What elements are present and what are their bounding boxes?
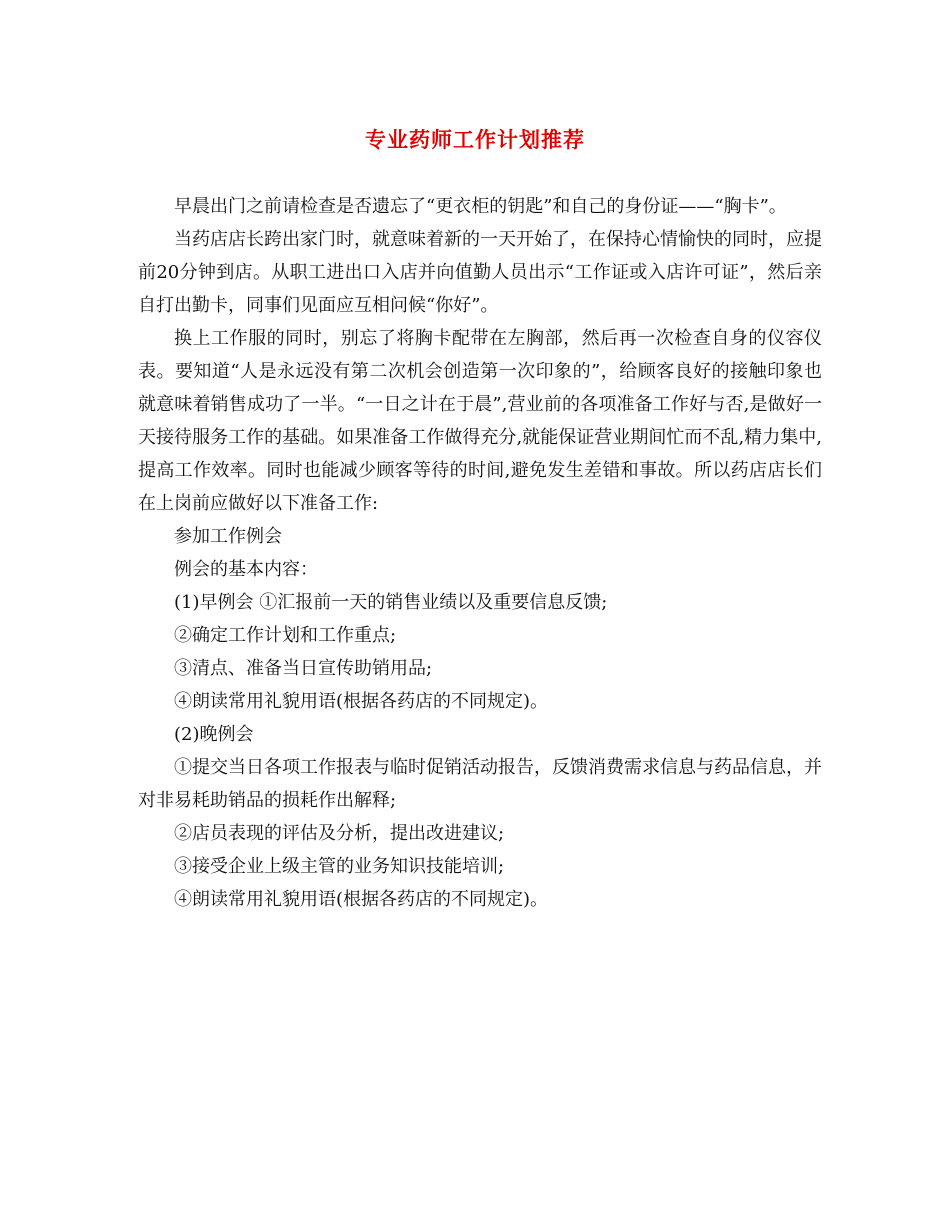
- paragraph-attend-meeting: 参加工作例会: [174, 526, 282, 547]
- paragraph-preparation-reminder: 早晨出门之前请检查是否遗忘了“更衣柜的钥匙”和自己的身份证——“胸卡”。: [174, 196, 787, 217]
- list-item-morning-meeting-3: ③清点、准备当日宣传助销用品;: [174, 658, 433, 679]
- document-title: 专业药师工作计划推荐: [365, 127, 585, 152]
- list-item-evening-meeting-1: ①提交当日各项工作报表与临时促销活动报告，反馈消费需求信息与药品信息，并对非易耗助销品的损耗作出解释;: [138, 757, 822, 811]
- list-item-evening-meeting-3: ③接受企业上级主管的业务知识技能培训;: [174, 856, 505, 877]
- paragraph-uniform-preparation: 换上工作服的同时，别忘了将胸卡配带在左胸部，然后再一次检查自身的仪容仪表。要知道“人是永远没有第二次机会创造第一次印象的”，给顾客良好的接触印象也就意味着销售成功了一半。“一日之计在于晨”,营业前的各项准备工作好与否,是做好一天接待服务工作的基础。如果准备工作做得充分,就能保证营业期间忙而不乱,精力集中,提高工作效率。同时也能减少顾客等待的时间,避免发生差错和事故。所以药店店长们在上岗前应做好以下准备工作:: [138, 328, 822, 514]
- list-item-morning-meeting-4: ④朗读常用礼貌用语(根据各药店的不同规定)。: [174, 691, 549, 712]
- list-item-morning-meeting-2: ②确定工作计划和工作重点;: [174, 625, 397, 646]
- list-item-morning-meeting-1: (1)早例会 ①汇报前一天的销售业绩以及重要信息反馈;: [174, 592, 608, 613]
- paragraph-arrival: 当药店店长跨出家门时，就意味着新的一天开始了，在保持心情愉快的同时，应提前20分钟到店。从职工进出口入店并向值勤人员出示“工作证或入店许可证”，然后亲自打出勤卡，同事们见面应互相问候“你好”。: [138, 229, 822, 316]
- paragraph-meeting-contents: 例会的基本内容：: [174, 559, 318, 580]
- heading-evening-meeting: (2)晚例会: [174, 724, 254, 745]
- document-body: [138, 190, 822, 916]
- list-item-evening-meeting-4: ④朗读常用礼貌用语(根据各药店的不同规定)。: [174, 889, 549, 910]
- list-item-evening-meeting-2: ②店员表现的评估及分析，提出改进建议;: [174, 823, 505, 844]
